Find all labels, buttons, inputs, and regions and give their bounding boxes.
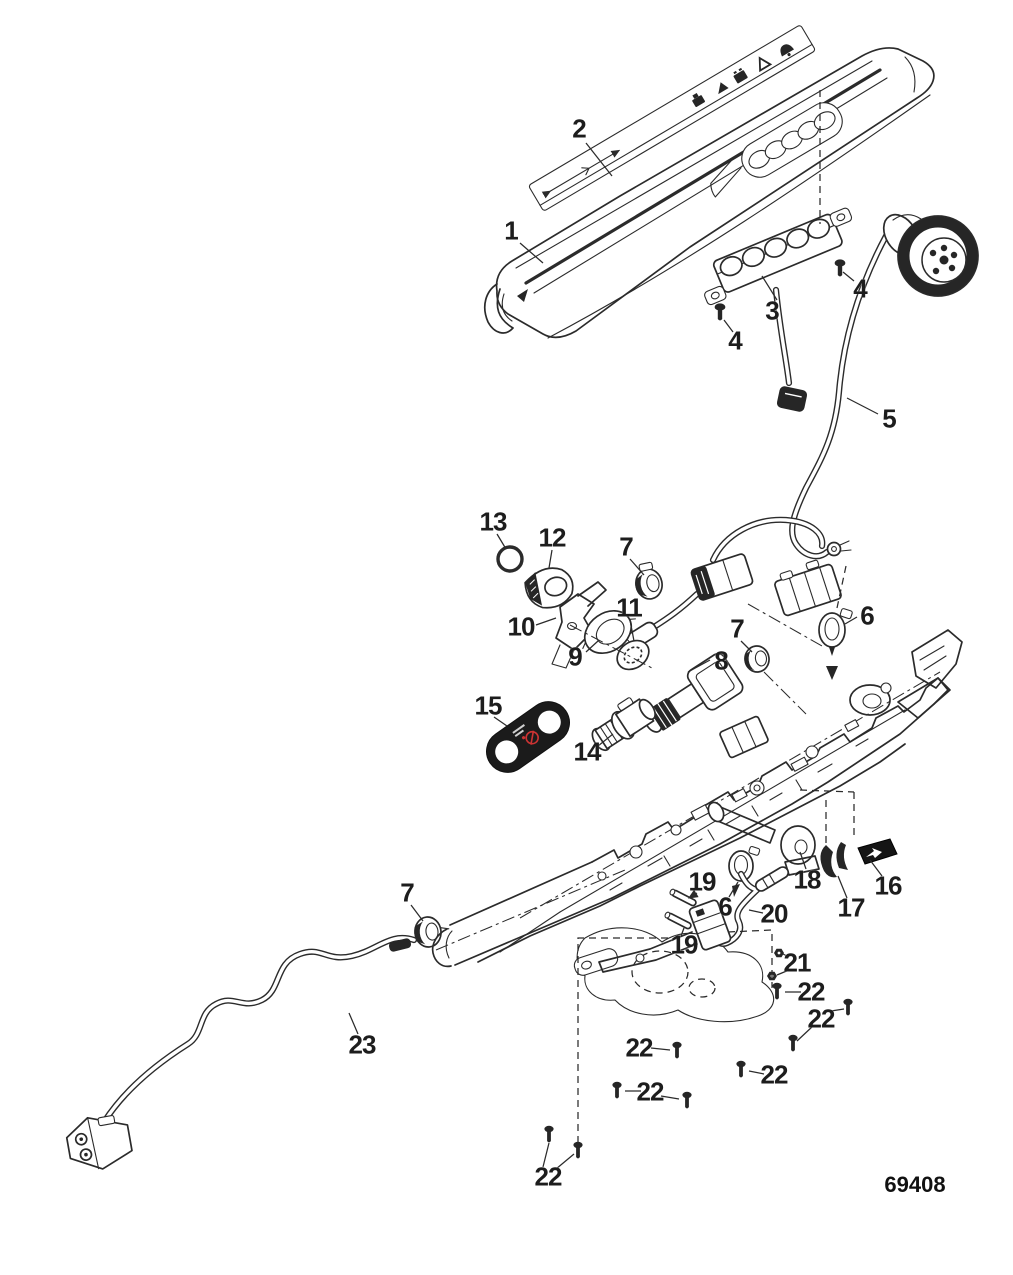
callout-6a: 6 (860, 600, 874, 631)
callout-9: 9 (568, 641, 582, 672)
callout-22b: 22 (807, 1003, 835, 1034)
callout-22f: 22 (534, 1161, 562, 1192)
callout-5: 5 (882, 403, 896, 434)
plug-7c (413, 915, 451, 948)
panel-mount-ear-right (829, 207, 853, 228)
callout-16: 16 (874, 870, 902, 901)
panel-wire-connector (776, 385, 808, 412)
mount-tab (572, 947, 619, 978)
pin-19-lower (664, 911, 692, 929)
callout-14: 14 (573, 736, 601, 767)
leader-lines (349, 143, 882, 1169)
callout-7a: 7 (619, 531, 633, 562)
callout-20: 20 (760, 898, 788, 929)
callout-17: 17 (837, 892, 865, 923)
cover-button-opening (701, 97, 849, 204)
callout-22d: 22 (760, 1059, 788, 1090)
callout-21: 21 (783, 947, 811, 978)
oring-13 (498, 547, 522, 571)
round-connector (877, 208, 978, 296)
callout-19a: 19 (688, 866, 716, 897)
callout-11: 11 (616, 592, 642, 623)
callout-3: 3 (765, 295, 779, 326)
screw-4-right (835, 259, 846, 276)
callout-18: 18 (793, 864, 821, 895)
switch-terminal-block (719, 716, 769, 759)
callout-2: 2 (572, 113, 586, 144)
key-cap-12 (522, 562, 578, 614)
callout-22e: 22 (636, 1076, 664, 1107)
clip-17 (820, 842, 848, 877)
plug-7b (743, 644, 771, 673)
nut-21-upper (774, 949, 784, 958)
callout-22a: 22 (797, 976, 825, 1007)
callout-23: 23 (348, 1029, 376, 1060)
lanyard-clip-6a (819, 608, 853, 680)
callout-15: 15 (474, 690, 502, 721)
callout-4a: 4 (853, 273, 867, 304)
lanyard-cable-connector (64, 1111, 134, 1174)
callout-7c: 7 (400, 877, 414, 908)
callout-4b: 4 (728, 325, 742, 356)
callout-6b: 6 (718, 891, 732, 922)
main-harness-5 (619, 208, 978, 654)
tag-16 (858, 839, 897, 864)
callout-8: 8 (714, 645, 728, 676)
screw-4-left (715, 303, 726, 320)
harness-connector-a (690, 553, 753, 601)
figure-number: 69408 (884, 1172, 946, 1197)
ring-terminal (828, 541, 852, 556)
callout-12: 12 (538, 522, 566, 553)
callout-1: 1 (504, 215, 518, 246)
callout-22c: 22 (625, 1032, 653, 1063)
harness-connector-b (771, 556, 842, 616)
screws-22 (544, 983, 852, 1159)
callout-19b: 19 (670, 929, 698, 960)
callout-7b: 7 (730, 613, 744, 644)
callout-10: 10 (507, 611, 535, 642)
panel-mount-ear-left (703, 285, 727, 306)
callout-13: 13 (479, 506, 507, 537)
